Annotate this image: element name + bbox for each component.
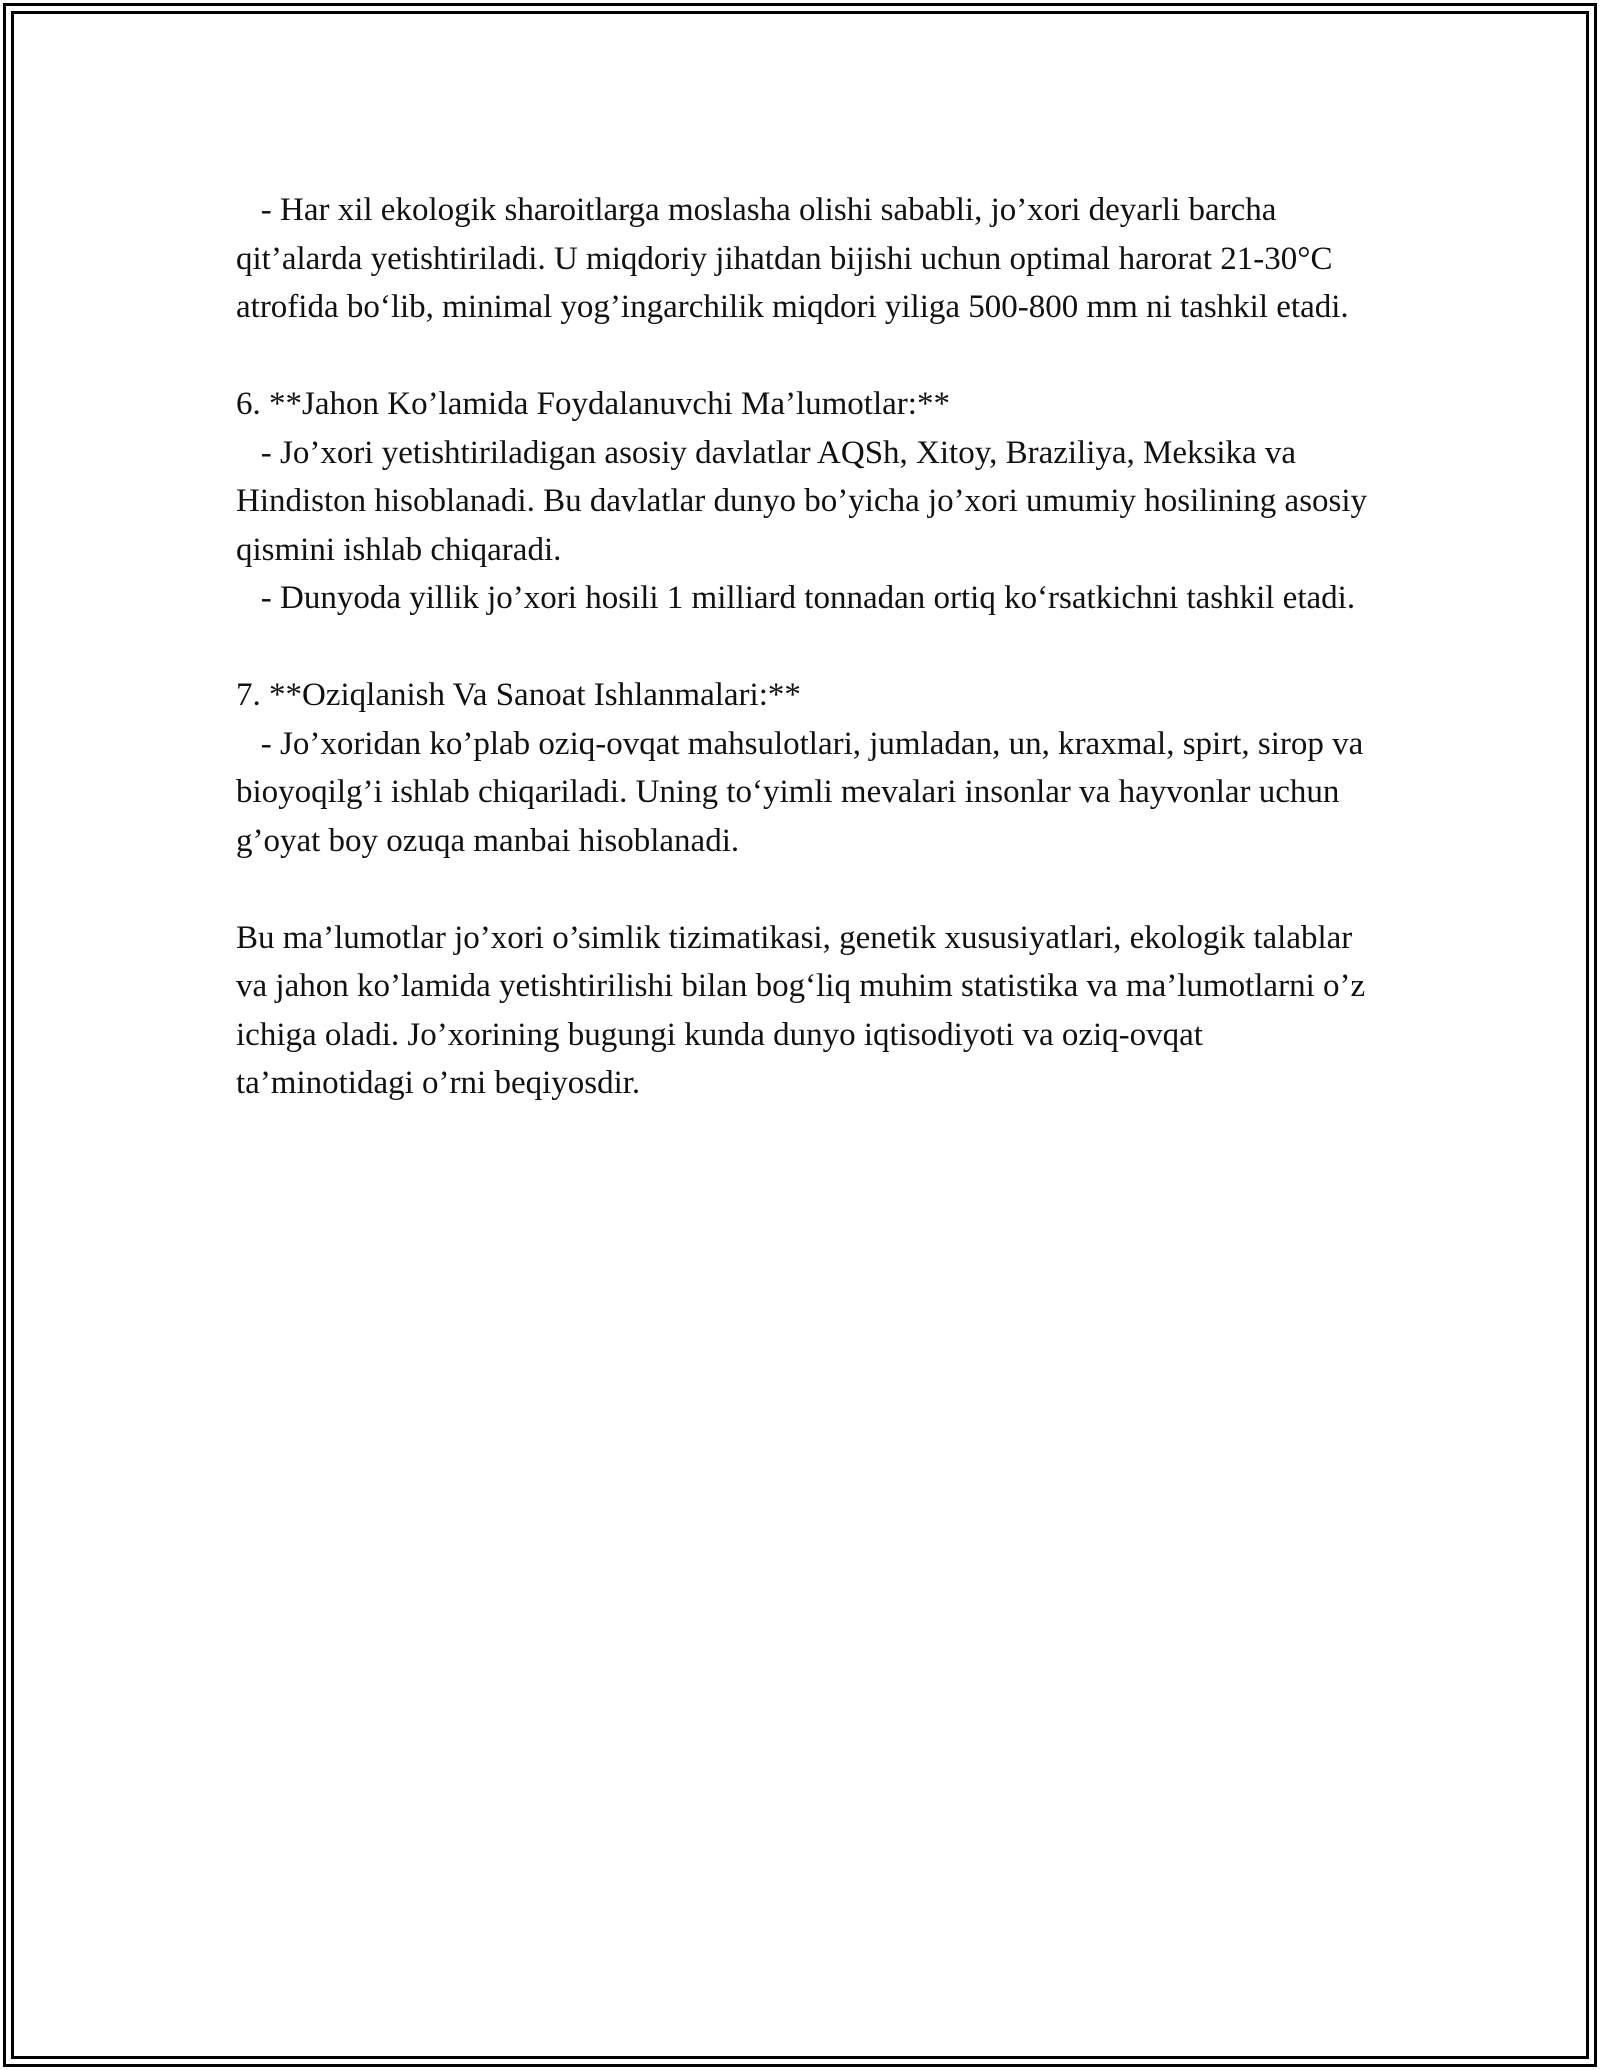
paragraph-gap (236, 865, 1376, 914)
paragraph-gap (236, 623, 1376, 672)
section-6-bullet-2: - Dunyoda yillik jo’xori hosili 1 milliard tonnadan ortiq ko‘rsatkichni tashkil etadi. (236, 580, 1356, 616)
conclusion-paragraph: Bu ma’lumotlar jo’xori o’simlik tizimatikasi, genetik xususiyatlari, ekologik talablar va jahon ko’lamida yetishtirilishi bilan bog‘liq muhim statistika va ma’lumotlarni o’z ichiga oladi. Jo’xorining bugungi kunda dunyo iqtisodiyoti va oziq-ovqat ta’minotidagi o’rni beqiyosdir. (236, 919, 1374, 1101)
section-7-heading: 7. **Oziqlanish Va Sanoat Ishlanmalari:** (236, 677, 801, 713)
intro-paragraph: - Har xil ekologik sharoitlarga moslasha olishi sababli, jo’xori deyarli barcha qit’alarda yetishtiriladi. U miqdoriy jihatdan bijishi uchun optimal harorat 21-30°C atrofida bo‘lib, minimal yog’ingarchilik miqdori yiliga 500-800 mm ni tashkil etadi. (236, 192, 1349, 325)
document-body (236, 186, 1376, 1108)
section-6-heading: 6. **Jahon Ko’lamida Foydalanuvchi Ma’lumotlar:** (236, 386, 950, 422)
section-6-bullet-1: - Jo’xori yetishtiriladigan asosiy davlatlar AQSh, Xitoy, Braziliya, Meksika va Hindiston hisoblanadi. Bu davlatlar dunyo bo’yicha jo’xori umumiy hosilining asosiy qismini ishlab chiqaradi. (236, 434, 1376, 568)
paragraph-gap (236, 332, 1376, 381)
section-7-bullet-1: - Jo’xoridan ko’plab oziq-ovqat mahsulotlari, jumladan, un, kraxmal, spirt, sirop va bioyoqilg’i ishlab chiqariladi. Uning to‘yimli mevalari insonlar va hayvonlar uchun g’oyat boy ozuqa manbai hisoblanadi. (236, 725, 1372, 859)
